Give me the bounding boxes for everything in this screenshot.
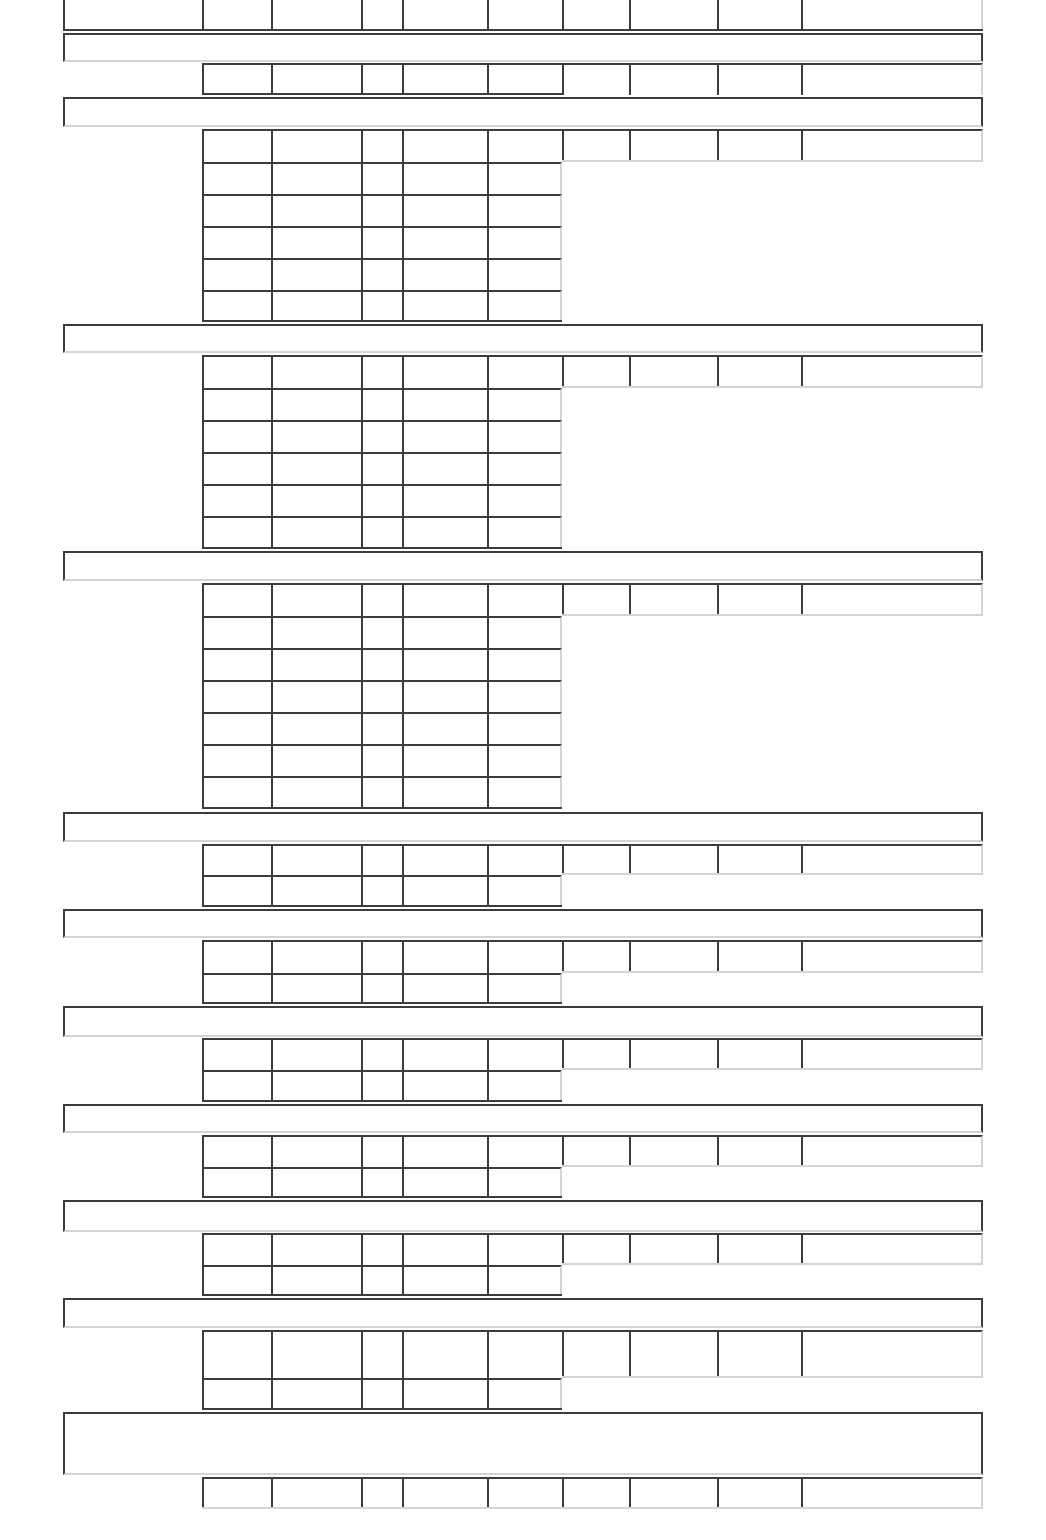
table-cell [361,129,402,162]
table-cell [361,484,402,516]
table-cell [361,1167,402,1198]
table-cell [202,1265,271,1296]
table-cell [717,63,801,95]
table-cell [629,63,717,95]
table-cell [271,616,361,648]
table-cell [361,712,402,744]
table-cell [402,162,487,194]
table-cell [717,1477,801,1509]
section-header-bar [63,1298,983,1328]
table-cell [361,1378,402,1410]
table-row [202,648,562,680]
table-cell [271,875,361,907]
table-row [202,388,562,420]
table-cell [271,744,361,776]
table-row [202,1330,983,1378]
table-cell [487,744,562,776]
table-cell [271,776,361,809]
table-cell [487,420,562,452]
section-header-bar [63,812,983,842]
table-cell [202,583,271,616]
table-cell [271,648,361,680]
table-cell [402,452,487,484]
table-cell [487,940,562,973]
table-cell [271,258,361,290]
row-bottom-border [202,1294,562,1296]
table-row [202,355,983,388]
table-cell [271,484,361,516]
row-bottom-border [202,1196,562,1198]
table-cell [361,290,402,322]
table-cell [361,1038,402,1070]
table-cell [402,516,487,549]
table-cell [487,129,562,162]
table-row [202,420,562,452]
table-cell [202,258,271,290]
table-cell [361,194,402,226]
table-cell [202,940,271,973]
table-cell [271,516,361,549]
table-cell [562,940,629,973]
table-cell [487,1265,562,1296]
table-cell [202,648,271,680]
table-cell [629,940,717,973]
table-cell [629,355,717,388]
table-cell [487,226,562,258]
table-cell [202,226,271,258]
table-cell [487,648,562,680]
table-cell [271,1167,361,1198]
table-cell [629,0,717,31]
table-cell [402,484,487,516]
row-bottom-border [202,1002,562,1004]
table-row [202,484,562,516]
table-cell [202,973,271,1004]
table-cell [402,226,487,258]
table-cell [402,583,487,616]
table-cell [271,355,361,388]
table-cell [402,1070,487,1102]
row-bottom-border [63,29,983,31]
table-cell [202,162,271,194]
table-cell [361,516,402,549]
table-cell [717,583,801,616]
table-cell [402,875,487,907]
table-cell [402,388,487,420]
table-cell [402,1265,487,1296]
table-row [202,1167,562,1198]
table-cell [487,452,562,484]
table-cell [202,452,271,484]
row-bottom-border [202,1507,983,1509]
section-header-bar [63,1104,983,1133]
table-cell [271,226,361,258]
table-cell [402,420,487,452]
table-cell [402,355,487,388]
table-cell [562,1477,629,1509]
section-header-bar [63,1412,983,1475]
table-row [202,1477,983,1509]
table-cell [402,258,487,290]
table-cell [402,0,487,31]
table-cell [487,1070,562,1102]
table-row [202,1378,562,1410]
row-bottom-border [202,905,562,907]
table-cell [202,1378,271,1410]
table-cell [271,712,361,744]
table-cell [202,1330,271,1378]
table-cell [487,1038,562,1070]
table-cell [487,258,562,290]
row-bottom-border [562,1376,983,1378]
table-row [202,194,562,226]
table-cell [487,875,562,907]
table-row [202,290,562,322]
table-cell [629,129,717,162]
table-cell [361,388,402,420]
table-cell [487,1378,562,1410]
table-cell [562,0,629,31]
table-cell [361,1233,402,1265]
table-cell [361,1330,402,1378]
table-cell [271,290,361,322]
table-cell [361,1135,402,1167]
table-cell [801,1330,983,1378]
table-cell [202,290,271,322]
table-cell [202,355,271,388]
table-row [202,940,983,973]
table-cell [271,1265,361,1296]
table-cell [402,1330,487,1378]
table-row [202,776,562,809]
table-cell [361,875,402,907]
table-cell [487,388,562,420]
table-cell [361,1265,402,1296]
table-cell [629,1135,717,1167]
table-cell [271,680,361,712]
section-header-bar [63,551,983,581]
row-bottom-border [202,1408,562,1410]
table-cell [402,1135,487,1167]
table-cell [271,63,361,95]
table-row [202,1070,562,1102]
table-cell [402,973,487,1004]
table-cell [361,355,402,388]
table-row [202,973,562,1004]
table-cell [487,844,562,875]
table-cell [801,1135,983,1167]
table-row [202,583,983,616]
row-bottom-border [562,873,983,875]
table-cell [629,844,717,875]
table-cell [487,1477,562,1509]
table-row [202,162,562,194]
section-header-bar [63,909,983,938]
table-cell [801,1477,983,1509]
table-cell [361,648,402,680]
table-cell [402,63,487,95]
section-header-bar [63,1200,983,1232]
table-cell [629,1330,717,1378]
table-cell [202,484,271,516]
table-cell [562,1330,629,1378]
row-bottom-border [562,1165,983,1167]
table-cell [271,452,361,484]
table-row [202,744,562,776]
table-cell [361,0,402,31]
table-cell [361,258,402,290]
table-cell [361,616,402,648]
table-row [202,1038,983,1070]
table-cell [202,194,271,226]
table-row [202,1135,983,1167]
table-cell [487,1167,562,1198]
row-bottom-border [562,386,983,388]
table-cell [801,1233,983,1265]
section-header-bar [63,97,983,127]
table-cell [402,648,487,680]
table-row [63,0,983,31]
table-cell [487,616,562,648]
table-cell [562,63,629,95]
table-row [202,712,562,744]
table-row [202,226,562,258]
table-row [202,258,562,290]
table-cell [271,1070,361,1102]
table-cell [487,776,562,809]
table-row [202,680,562,712]
row-bottom-border [202,807,562,809]
table-cell [361,583,402,616]
row-bottom-border [202,547,562,549]
table-cell [271,973,361,1004]
table-row [202,1265,562,1296]
table-cell [361,973,402,1004]
table-cell [202,1167,271,1198]
table-cell [271,1038,361,1070]
table-cell [562,129,629,162]
table-cell [402,129,487,162]
table-cell [487,583,562,616]
row-bottom-border [202,320,562,322]
table-row [202,1233,983,1265]
table-cell [629,1233,717,1265]
table-cell [63,0,202,31]
table-cell [271,1135,361,1167]
table-cell [402,290,487,322]
table-cell [202,875,271,907]
table-cell [402,194,487,226]
table-row [202,452,562,484]
table-cell [271,194,361,226]
table-cell [271,940,361,973]
table-cell [487,712,562,744]
table-cell [361,844,402,875]
section-header-bar [63,33,983,62]
table-cell [271,129,361,162]
table-cell [717,355,801,388]
table-cell [801,583,983,616]
table-cell [361,226,402,258]
table-cell [487,973,562,1004]
table-cell [402,1378,487,1410]
table-cell [361,1477,402,1509]
row-bottom-border [562,160,983,162]
table-cell [801,940,983,973]
table-cell [717,0,801,31]
table-cell [487,194,562,226]
table-row [202,844,983,875]
table-cell [801,129,983,162]
table-cell [487,1135,562,1167]
table-cell [202,63,271,95]
table-cell [271,420,361,452]
table-cell [487,355,562,388]
row-bottom-border [202,1100,562,1102]
table-cell [202,516,271,549]
table-cell [202,388,271,420]
table-cell [361,420,402,452]
table-cell [562,844,629,875]
table-cell [402,776,487,809]
table-row [202,516,562,549]
table-row [202,63,983,95]
table-cell [202,1070,271,1102]
table-cell [717,1233,801,1265]
table-cell [402,712,487,744]
table-cell [487,1330,562,1378]
table-cell [271,0,361,31]
table-cell [202,0,271,31]
table-row [202,129,983,162]
table-cell [402,680,487,712]
table-cell [801,355,983,388]
table-cell [562,1038,629,1070]
table-cell [271,1330,361,1378]
table-cell [562,583,629,616]
table-cell [801,0,983,31]
table-cell [271,388,361,420]
table-cell [717,1330,801,1378]
table-cell [202,680,271,712]
row-bottom-border [562,1263,983,1265]
table-cell [629,1477,717,1509]
table-cell [487,162,562,194]
table-cell [402,844,487,875]
section-header-bar [63,1006,983,1037]
table-cell [402,1167,487,1198]
table-cell [402,616,487,648]
table-cell [487,484,562,516]
table-cell [402,940,487,973]
table-cell [202,1038,271,1070]
table-cell [717,940,801,973]
table-cell [402,1477,487,1509]
table-cell [361,940,402,973]
table-row [202,616,562,648]
table-cell [487,680,562,712]
row-bottom-border [202,93,562,95]
table-cell [629,583,717,616]
table-cell [361,744,402,776]
table-cell [361,1070,402,1102]
table-cell [202,844,271,875]
table-cell [487,63,562,95]
table-cell [801,63,983,95]
section-header-bar [63,324,983,353]
table-cell [271,844,361,875]
table-cell [202,616,271,648]
table-cell [361,452,402,484]
table-cell [801,844,983,875]
table-cell [361,63,402,95]
table-cell [202,129,271,162]
table-cell [717,844,801,875]
table-cell [202,1477,271,1509]
table-cell [271,1378,361,1410]
table-cell [717,129,801,162]
table-cell [487,516,562,549]
row-bottom-border [562,1068,983,1070]
table-cell [271,162,361,194]
table-cell [202,712,271,744]
table-cell [717,1038,801,1070]
table-cell [402,1038,487,1070]
table-cell [562,355,629,388]
table-cell [271,583,361,616]
table-cell [402,744,487,776]
table-cell [271,1233,361,1265]
table-cell [202,420,271,452]
table-cell [402,1233,487,1265]
row-bottom-border [562,971,983,973]
table-row [202,875,562,907]
row-bottom-border [562,614,983,616]
table-cell [202,1135,271,1167]
table-cell [487,290,562,322]
table-cell [202,744,271,776]
table-cell [271,1477,361,1509]
table-cell [487,0,562,31]
table-cell [202,776,271,809]
table-cell [562,1233,629,1265]
table-cell [717,1135,801,1167]
table-cell [629,1038,717,1070]
table-cell [361,162,402,194]
table-cell [361,776,402,809]
table-cell [801,1038,983,1070]
table-cell [202,1233,271,1265]
table-cell [361,680,402,712]
table-cell [562,1135,629,1167]
table-cell [487,1233,562,1265]
